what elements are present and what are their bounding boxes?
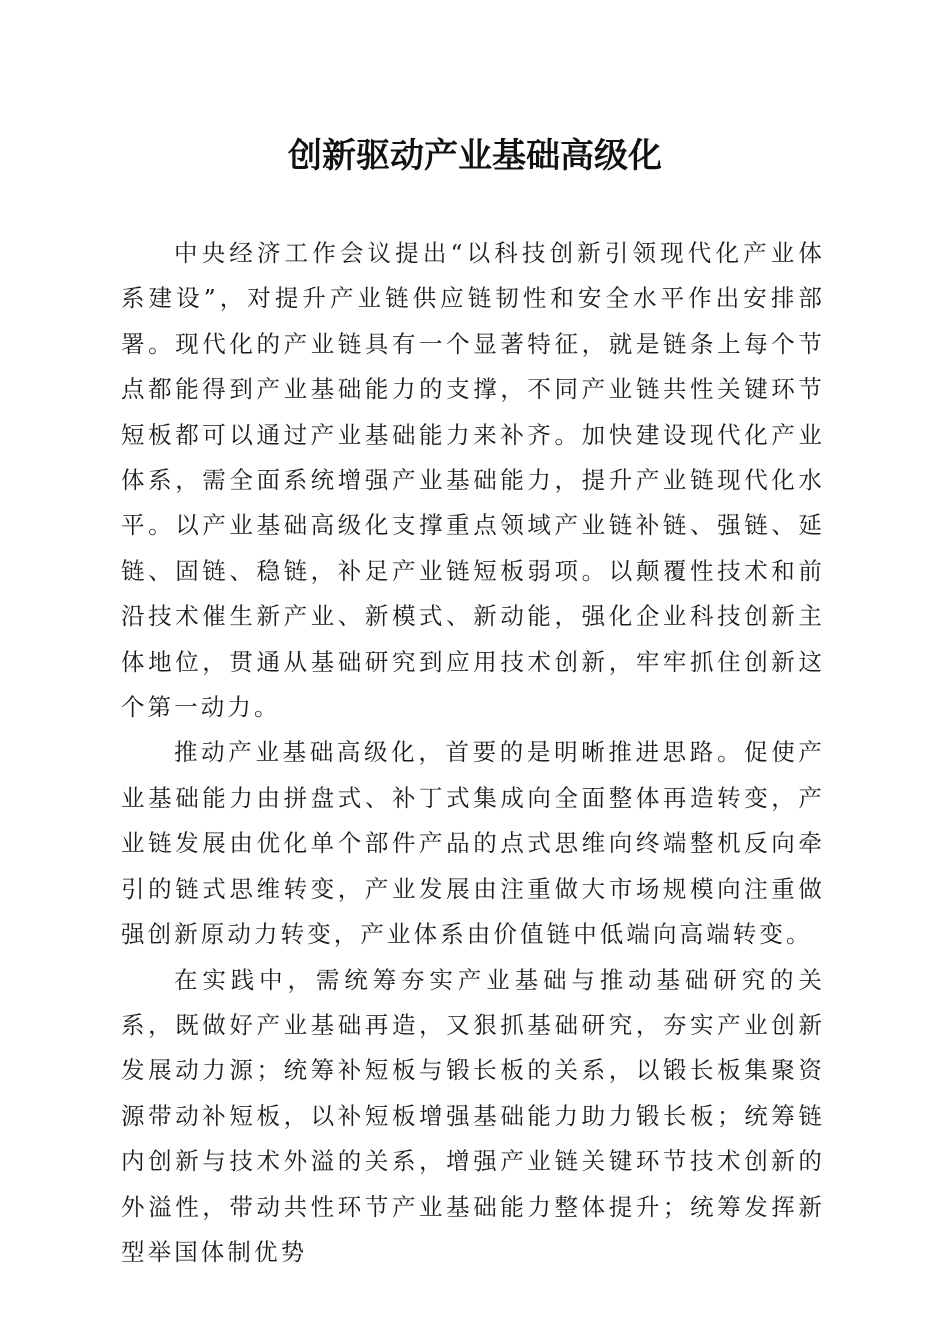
document-body xyxy=(121,231,825,1275)
paragraph-2: 推动产业基础高级化，首要的是明晰推进思路。促使产业基础能力由拼盘式、补丁式集成向全面整体再造转变，产业链发展由优化单个部件产品的点式思维向终端整机反向牵引的链式思维转变，产业发展由注重做大市场规模向注重做强创新原动力转变，产业体系由价值链中低端向高端转变。 xyxy=(121,738,825,949)
document-title: 创新驱动产业基础高级化 xyxy=(288,136,662,176)
paragraph-1: 中央经济工作会议提出“以科技创新引领现代化产业体系建设”，对提升产业链供应链韧性和安全水平作出安排部署。现代化的产业链具有一个显著特征，就是链条上每个节点都能得到产业基础能力的支撑，不同产业链共性关键环节短板都可以通过产业基础能力来补齐。加快建设现代化产业体系，需全面系统增强产业基础能力，提升产业链现代化水平。以产业基础高级化支撑重点领域产业链补链、强链、延链、固链、稳链，补足产业链短板弱项。以颠覆性技术和前沿技术催生新产业、新模式、新动能，强化企业科技创新主体地位，贯通从基础研究到应用技术创新，牢牢抓住创新这个第一动力。 xyxy=(121,239,825,722)
paragraph-3: 在实践中，需统筹夯实产业基础与推动基础研究的关系，既做好产业基础再造，又狠抓基础研究，夯实产业创新发展动力源；统筹补短板与锻长板的关系，以锻长板集聚资源带动补短板，以补短板增强基础能力助力锻长板；统筹链内创新与技术外溢的关系，增强产业链关键环节技术创新的外溢性，带动共性环节产业基础能力整体提升；统筹发挥新型举国体制优势 xyxy=(121,965,825,1266)
